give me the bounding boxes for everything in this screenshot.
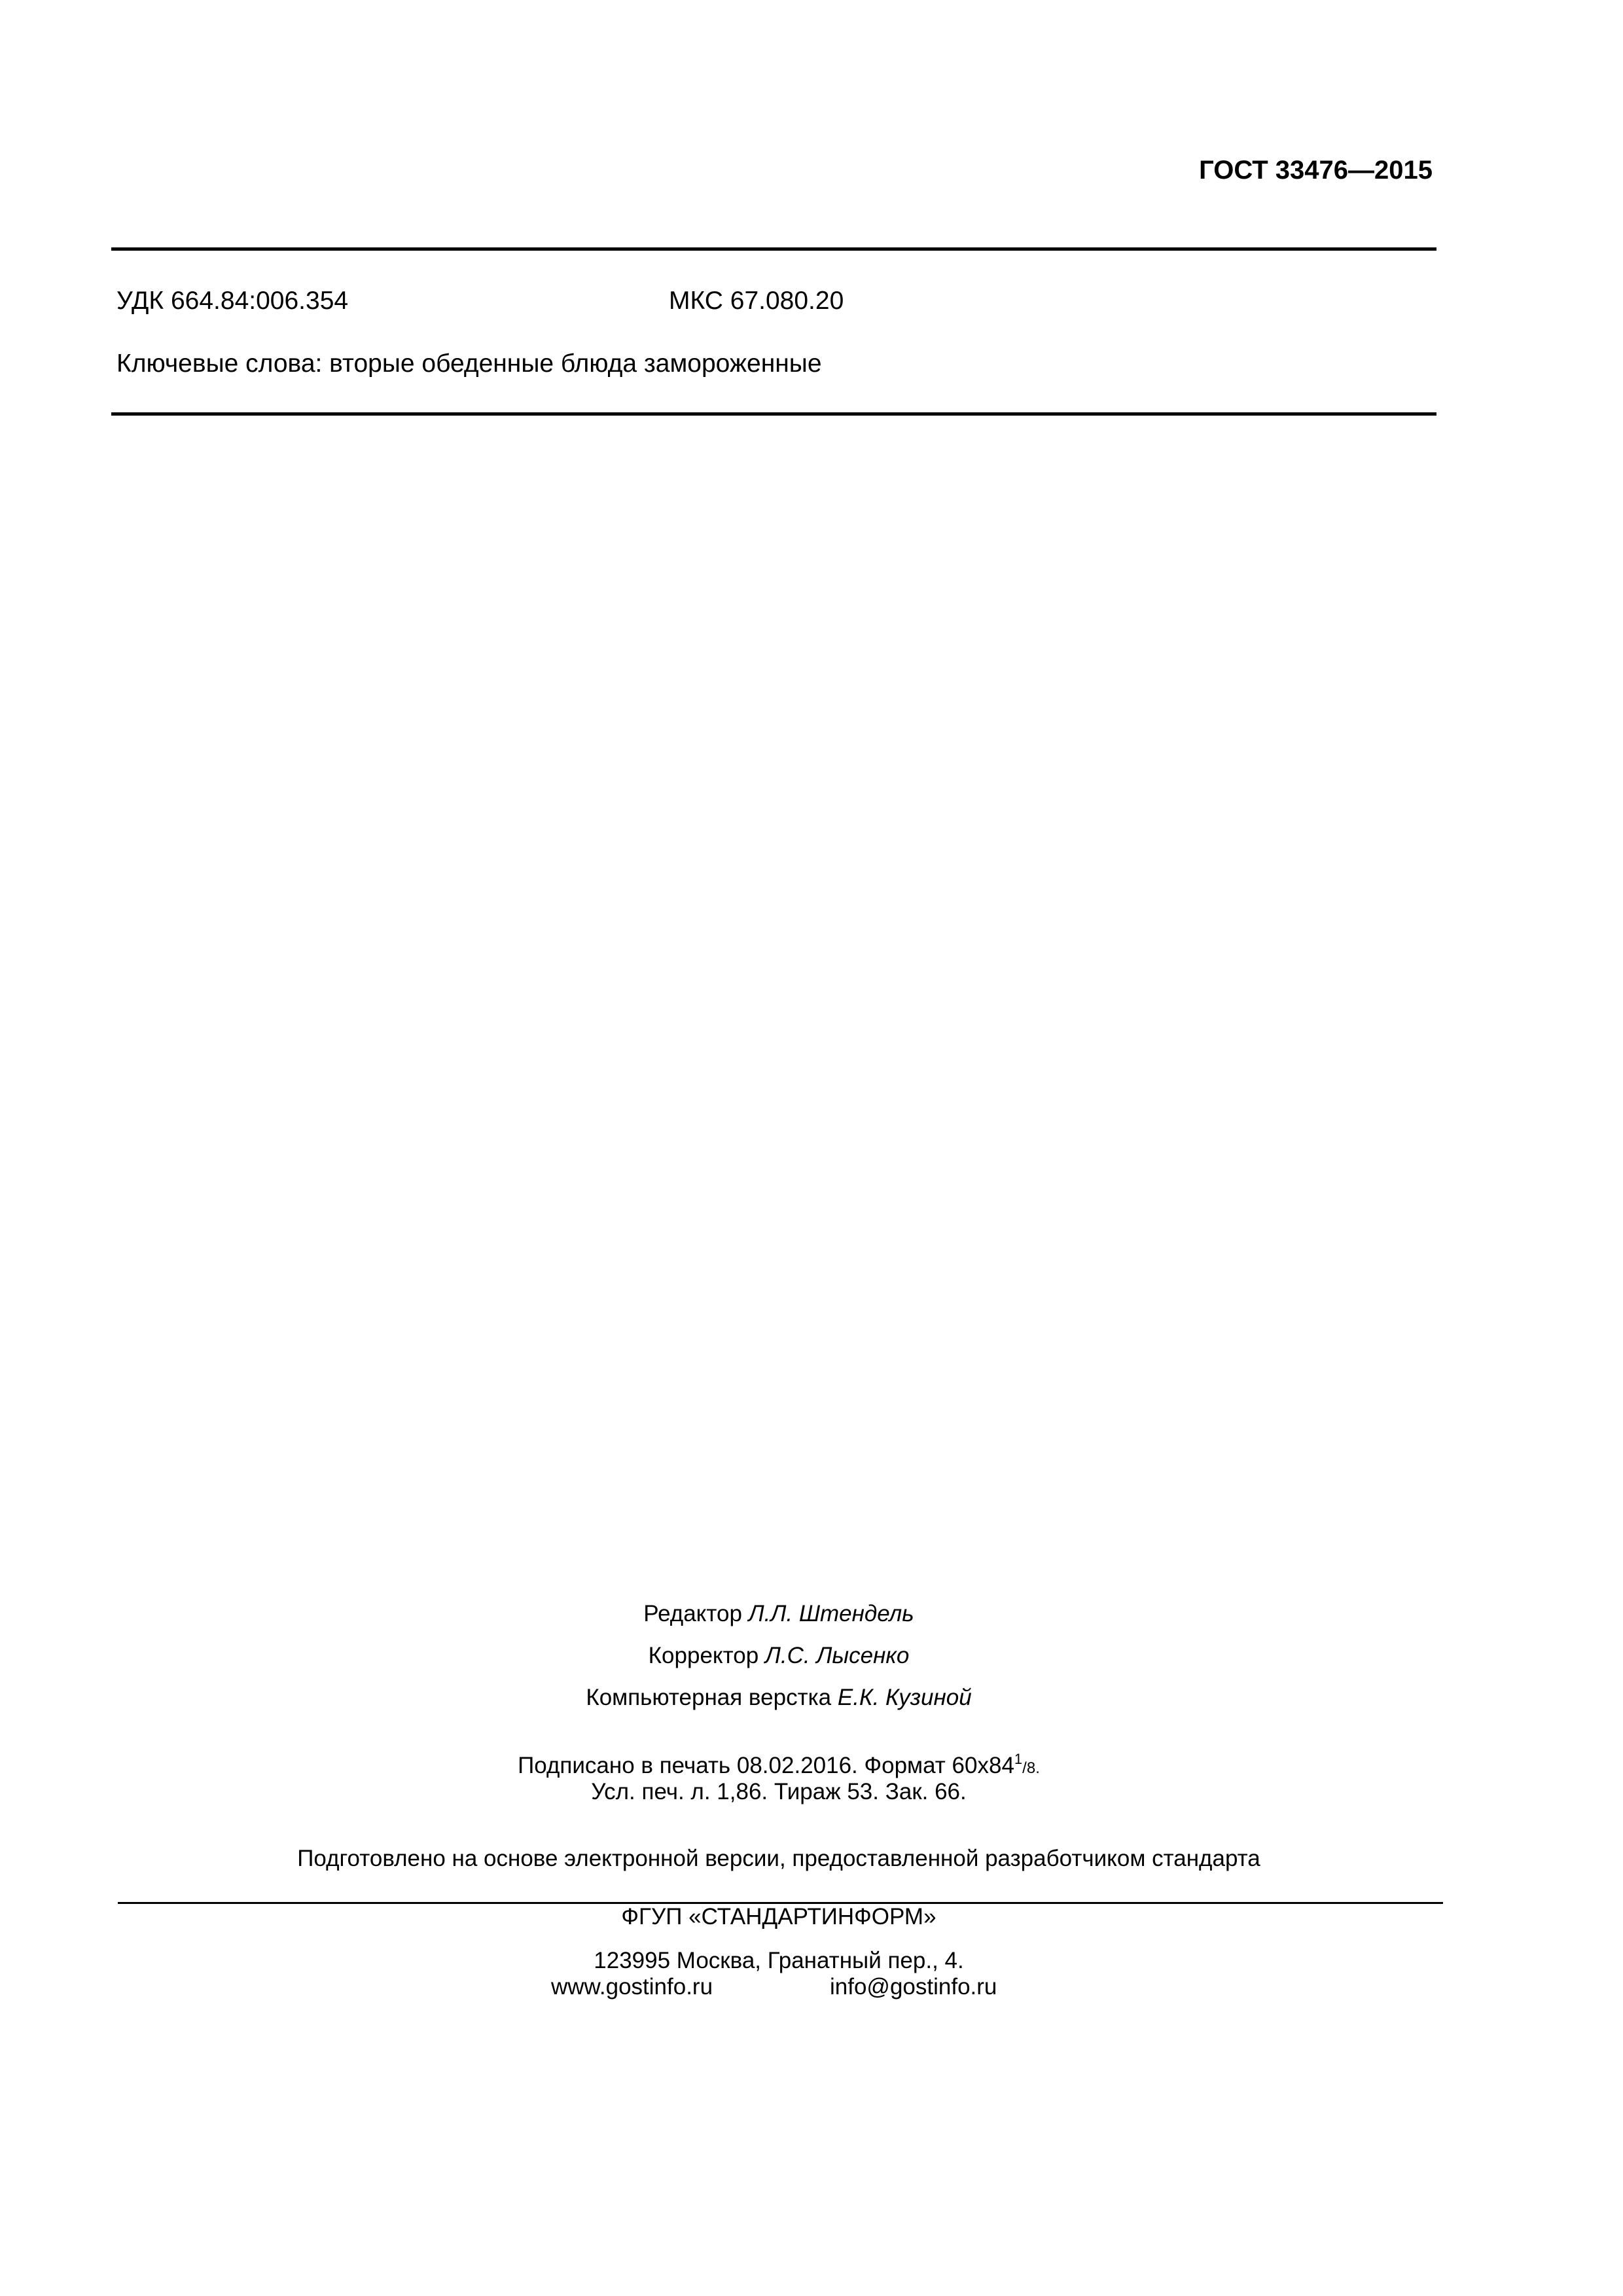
publisher-address: 123995 Москва, Гранатный пер., 4. bbox=[594, 1948, 964, 1973]
format-numerator: 1 bbox=[1014, 1751, 1023, 1767]
signed-text: Подписано в печать 08.02.2016. Формат 60х84 bbox=[518, 1753, 1014, 1778]
corrector-label: Корректор bbox=[648, 1643, 765, 1668]
classification-divider bbox=[111, 412, 1436, 416]
editor-label: Редактор bbox=[643, 1601, 749, 1626]
layout-credit bbox=[0, 1682, 1558, 1713]
format-denominator: /8. bbox=[1022, 1759, 1040, 1777]
print-stats-line: Усл. печ. л. 1,86. Тираж 53. Зак. 66. bbox=[591, 1779, 967, 1804]
layout-label: Компьютерная верстка bbox=[586, 1685, 838, 1710]
publisher-name: ФГУП «СТАНДАРТИНФОРМ» bbox=[621, 1904, 936, 1929]
top-divider bbox=[111, 247, 1436, 251]
editor-credit bbox=[0, 1598, 1558, 1630]
document-number: ГОСТ 33476—2015 bbox=[1199, 156, 1433, 185]
email-link[interactable]: info@gostinfo.ru bbox=[830, 1974, 997, 2000]
keywords-line: Ключевые слова: вторые обеденные блюда замороженные bbox=[116, 350, 822, 378]
mks-code: МКС 67.080.20 bbox=[669, 287, 844, 315]
website-link[interactable]: www.gostinfo.ru bbox=[551, 1974, 713, 2000]
corrector-credit bbox=[0, 1640, 1558, 1672]
editor-name: Л.Л. Штендель bbox=[748, 1601, 914, 1626]
prepared-note: Подготовлено на основе электронной версии, предоставленной разработчиком стандарта bbox=[297, 1846, 1260, 1871]
corrector-name: Л.С. Лысенко bbox=[764, 1643, 910, 1668]
layout-name: Е.К. Кузиной bbox=[837, 1685, 972, 1710]
udk-code: УДК 664.84:006.354 bbox=[116, 287, 349, 315]
